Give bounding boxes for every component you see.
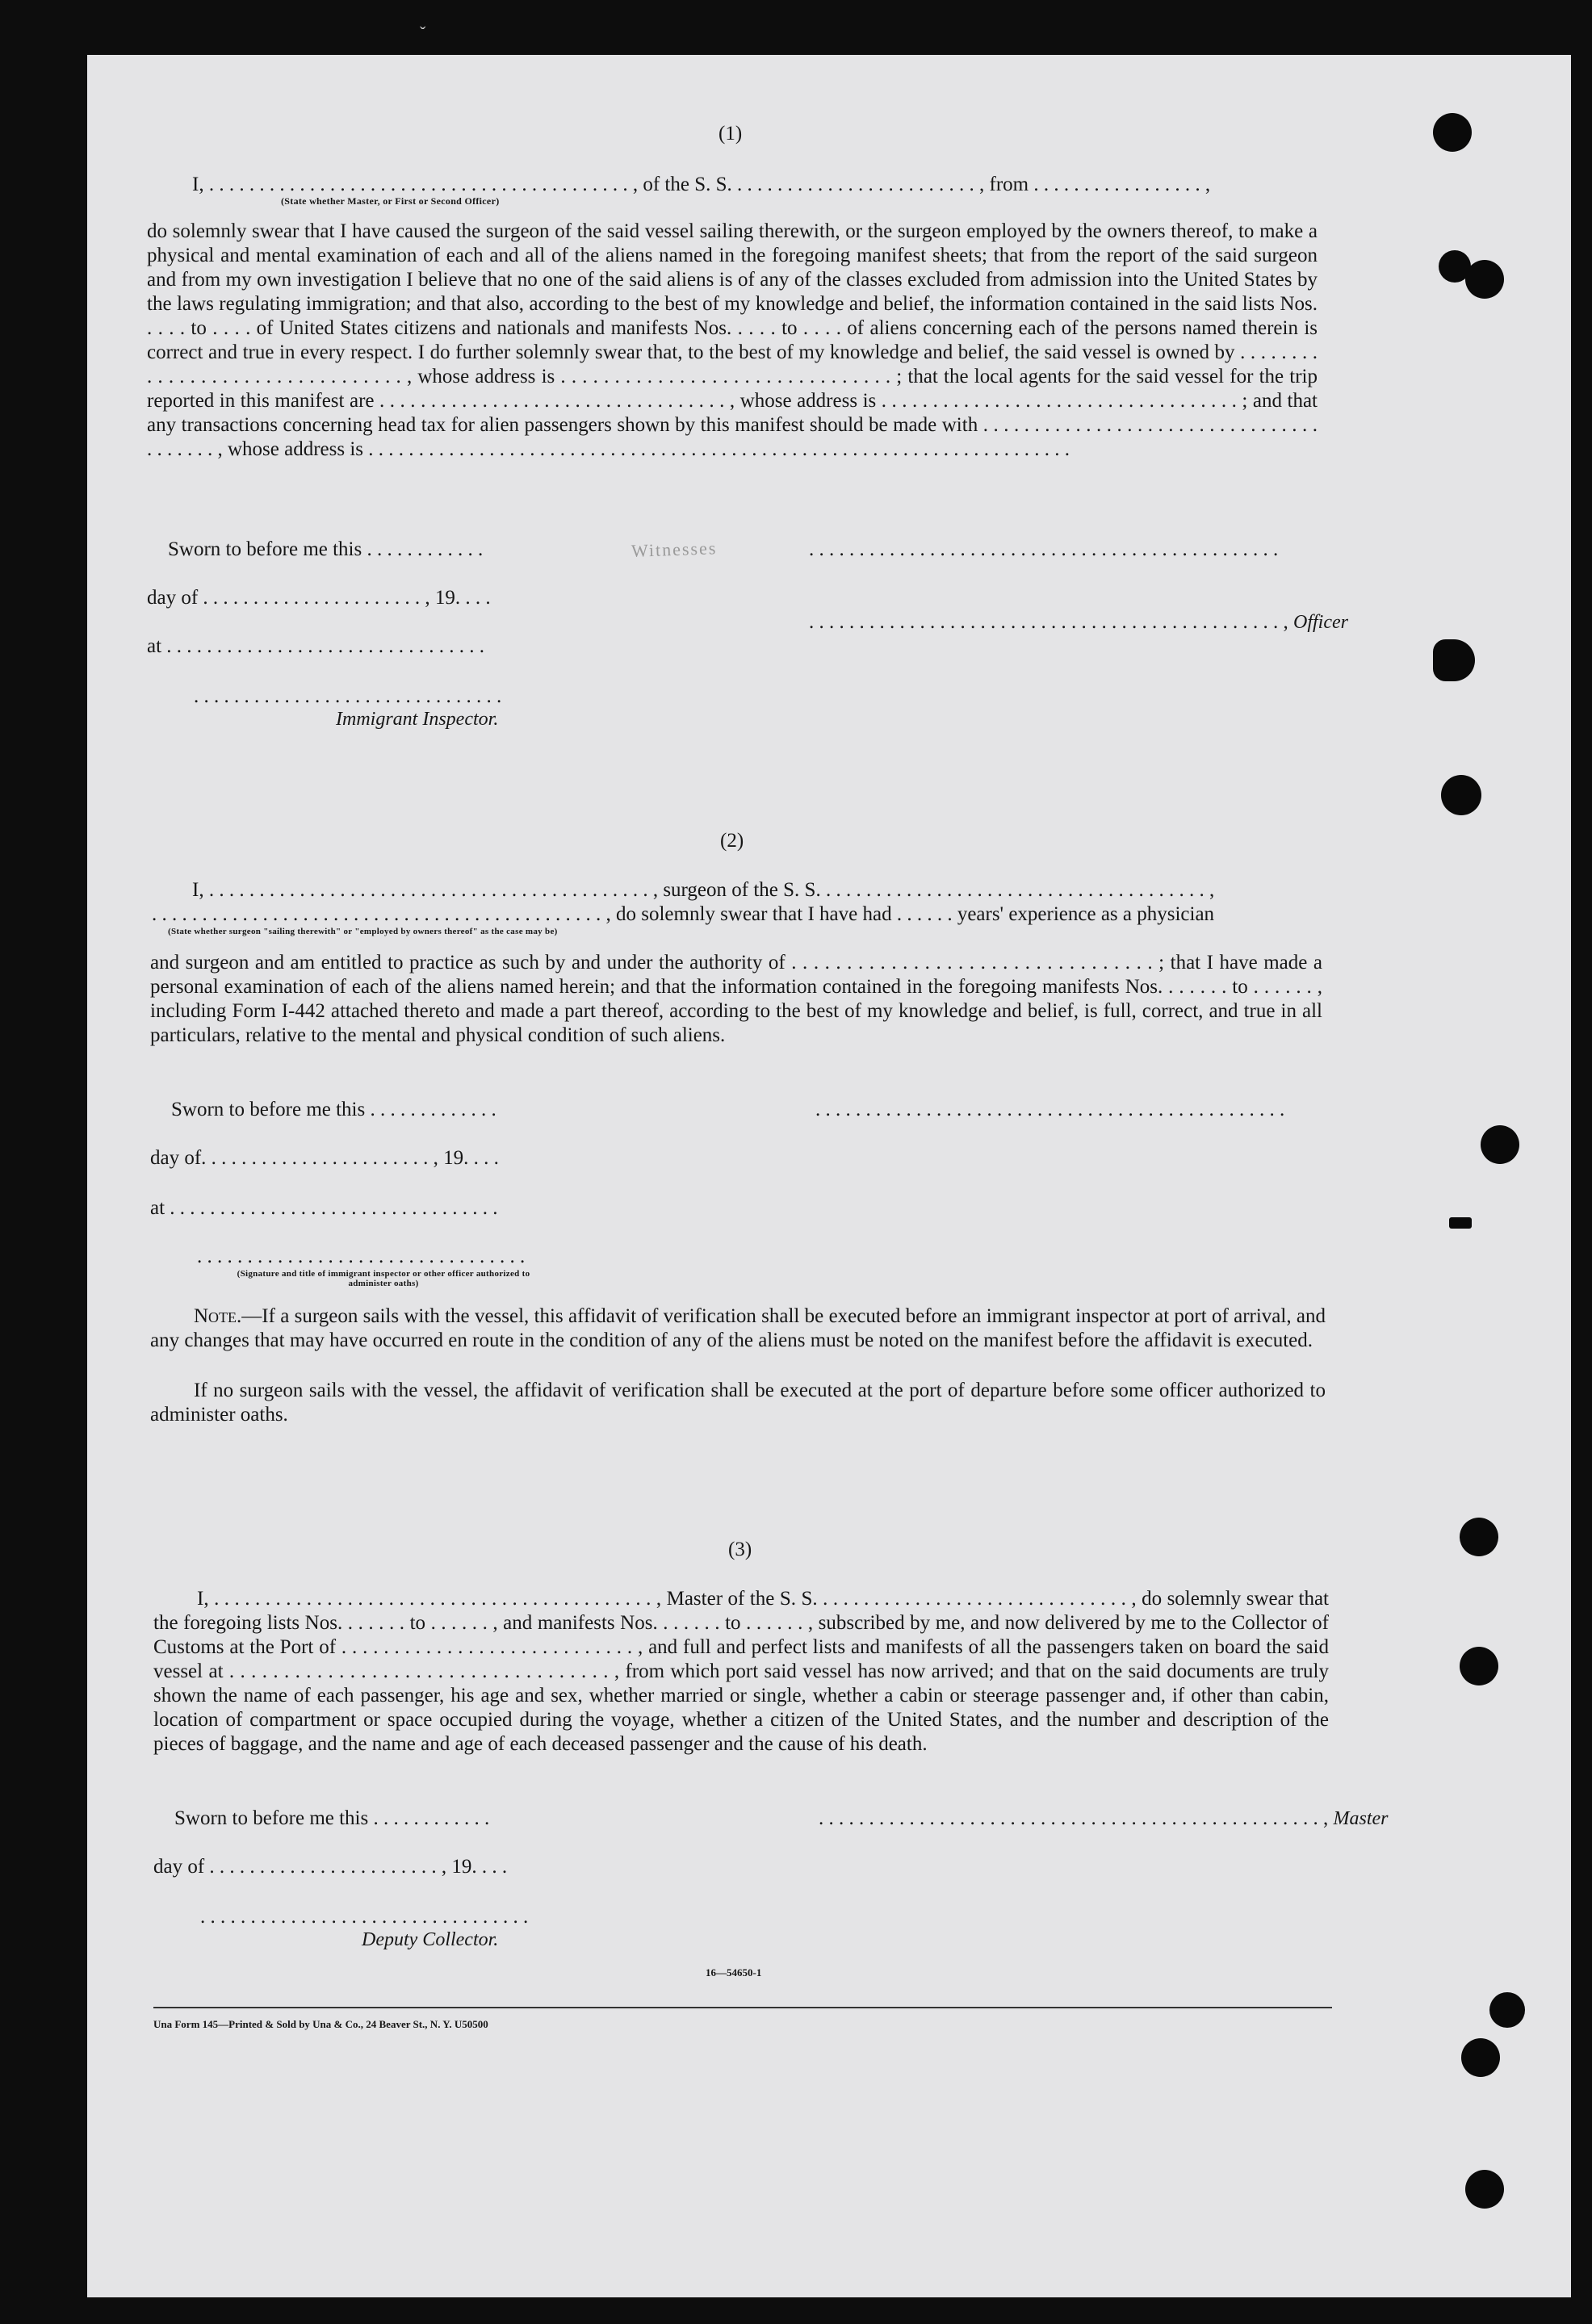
section-2-paragraph: and surgeon and am entitled to practice as such by and under the authority of . . . . . . . . . . . . . . . . . . . . . . . . . . . . . . . . . ; that I have made a personal examination of each of the aliens named herein; and that the information contained in the foregoing manifests Nos. . . . . . . to . . . . . . , including Form I-442 attached thereto and made a part thereof, according to the best of my knowledge and belief, is full, correct, and true in all particulars, relative to the mental and physical condition of such aliens. [150, 952, 1322, 1046]
section-2-at: at . . . . . . . . . . . . . . . . . . . . . . . . . . . . . . . . . [150, 1197, 498, 1219]
section-2-day: day of. . . . . . . . . . . . . . . . . . . . . . . , 19. . . . [150, 1147, 499, 1169]
section-2-sworn: Sworn to before me this . . . . . . . . . . . . . [171, 1099, 496, 1120]
section-1-sworn: Sworn to before me this . . . . . . . . . . . . [168, 538, 484, 560]
note-heading: Note. [194, 1305, 242, 1327]
section-3-paragraph [153, 1587, 1329, 1757]
section-1-officer-line [809, 610, 1348, 634]
stamp-text: Witnesses [631, 538, 718, 561]
binder-mark [1449, 1217, 1472, 1229]
section-2-line2: . . . . . . . . . . . . . . . . . . . . . . . . . . . . . . . . . . . . . . . . . . . . . , do solemnly swear that I have had . . . . . . years' experience as a physician [152, 903, 1215, 925]
section-3-master-line [819, 1807, 1389, 1831]
section-2-note: (State whether surgeon "sailing therewith" or "employed by owners thereof" as the case may be) [168, 927, 558, 936]
scan-artifact: ˇ [420, 23, 426, 43]
form-code: 16—54650-1 [706, 1966, 762, 1979]
section-2-right-sig-line: . . . . . . . . . . . . . . . . . . . . . . . . . . . . . . . . . . . . . . . . . . . . . . . [815, 1099, 1285, 1120]
punch-hole [1461, 2038, 1500, 2077]
section-1-at: at . . . . . . . . . . . . . . . . . . . . . . . . . . . . . . . . [147, 635, 485, 657]
section-1-oath-line: I, . . . . . . . . . . . . . . . . . . . . . . . . . . . . . . . . . . . . . . . . . . , of the S. S. . . . . . . . . . . . . . . . . . . . . . . . . , from . . . . . . . . . . . . . . . . . , [192, 174, 1211, 195]
printer-line: Una Form 145—Printed & Sold by Una & Co., 24 Beaver St., N. Y. U50500 [153, 2018, 488, 2030]
section-1-paragraph: do solemnly swear that I have caused the surgeon of the said vessel sailing therewith, or the surgeon employed by the owners thereof, to make a physical and mental examination of each and all of the aliens named in the foregoing manifest sheets; that from the report of the said surgeon and from my own investigation I believe that no one of the said aliens is of any of the classes excluded from admission into the United States by the laws regulating immigration; and that also, according to the best of my knowledge and belief, the information contained in the said lists Nos. . . . . to . . . . of United States citizens and nationals and manifests Nos. . . . . to . . . . of aliens concerning each of the persons named therein is correct and true in every respect. I do further solemnly swear that, to the best of my knowledge and belief, the said vessel is owned by . . . . . . . . . . . . . . . . . . . . . . . . . . . . . . . . , whose address is . . . . . . . . . . . . . . . . . . . . . . . . . . . . . . . ; that the local agents for the said vessel for the trip reported in this manifest are . . . . . . . . . . . . . . . . . . . . . . . . . . . . . . . . . . , whose address is . . . . . . . . . . . . . . . . . . . . . . . . . . . . . . . . . . . ; and that any transactions concerning head tax for alien passengers shown by this manifest should be made with . . . . . . . . . . . . . . . . . . . . . . . . . . . . . . . . . . . . . . . . , whose address is . . . . . . . . . . . . . . . . . . . . . . . . . . . . . . . . . . . . . . . . . . . . . . . . . . . . . . . . . . . . . . . . . . . . . . [147, 220, 1318, 460]
section-2-sig-line: . . . . . . . . . . . . . . . . . . . . . . . . . . . . . . . . . [197, 1246, 526, 1267]
sig-note-text: (Signature and title of immigrant inspector or other officer authorized to administer oaths) [237, 1269, 530, 1288]
section-3-number: (3) [728, 1539, 752, 1560]
section-1-right-sig-line: . . . . . . . . . . . . . . . . . . . . . . . . . . . . . . . . . . . . . . . . . . . . . . . [809, 538, 1279, 560]
section-3-deputy-label: Deputy Collector. [362, 1929, 499, 1950]
section-2-number: (2) [720, 830, 744, 852]
punch-hole [1481, 1125, 1519, 1164]
section-1-inspector-label: Immigrant Inspector. [336, 709, 499, 730]
master-label: Master [1333, 1808, 1389, 1829]
master-dots: . . . . . . . . . . . . . . . . . . . . . . . . . . . . . . . . . . . . . . . . . . . . . . . . . . , [819, 1807, 1329, 1829]
section-2-note-paragraph [150, 1304, 1326, 1353]
punch-hole [1460, 1647, 1498, 1685]
section-2-note-paragraph-2 [150, 1379, 1326, 1427]
section-1-oath-note: (State whether Master, or First or Second Officer) [281, 195, 500, 207]
punch-hole [1433, 639, 1475, 681]
section-2-line1: I, . . . . . . . . . . . . . . . . . . . . . . . . . . . . . . . . . . . . . . . . . . . . , surgeon of the S. S. . . . . . . . . . . . . . . . . . . . . . . . . . . . . . . . . . . . . . . , [192, 879, 1215, 901]
note-text-2: If no surgeon sails with the vessel, the affidavit of verification shall be executed at the port of departure before some officer authorized to administer oaths. [150, 1380, 1326, 1426]
section-1-day: day of . . . . . . . . . . . . . . . . . . . . . . , 19. . . . [147, 587, 491, 609]
section-3-day: day of . . . . . . . . . . . . . . . . . . . . . . . , 19. . . . [153, 1856, 508, 1878]
officer-dots: . . . . . . . . . . . . . . . . . . . . . . . . . . . . . . . . . . . . . . . . . . . . . . . , [809, 611, 1288, 633]
footer-rule [153, 2007, 1332, 2008]
section-3-sworn: Sworn to before me this . . . . . . . . . . . . [174, 1807, 490, 1829]
punch-hole [1441, 775, 1481, 815]
section-3-sig-line: . . . . . . . . . . . . . . . . . . . . . . . . . . . . . . . . . [200, 1906, 529, 1928]
punch-hole [1465, 2170, 1504, 2209]
note-text: —If a surgeon sails with the vessel, this affidavit of verification shall be executed before an immigrant inspector at port of arrival, and any changes that may have occurred en route in the condition of any of the aliens must be noted on the manifest before the affidavit is executed. [150, 1305, 1326, 1351]
punch-hole [1465, 260, 1504, 299]
section-3-text: I, . . . . . . . . . . . . . . . . . . . . . . . . . . . . . . . . . . . . . . . . . . . , Master of the S. S. . . . . . . . . . . . . . . . . . . . . . . . . . . . . . . , do solemnly swear that the foregoing lists Nos. . . . . . . to . . . . . . , and manifests Nos. . . . . . . to . . . . . . , subscribed by me, and now delivered by me to the Collector of Customs at the Port of . . . . . . . . . . . . . . . . . . . . . . . . . . . . , and full and perfect lists and manifests of all the passengers taken on board the said vessel at . . . . . . . . . . . . . . . . . . . . . . . . . . . . . . . . . . . , from which port said vessel has now arrived; and that on the said documents are truly shown the name of each passenger, his age and sex, whether married or single, whether a cabin or steerage passenger and, if other than cabin, location of compartment or space occupied during the voyage, whether a citizen of the United States, and the number and description of the pieces of baggage, and the name and age of each deceased passenger and the cause of his death. [153, 1588, 1329, 1755]
section-1-sig-line: . . . . . . . . . . . . . . . . . . . . . . . . . . . . . . . [194, 685, 502, 707]
section-2-sig-note [218, 1269, 549, 1288]
punch-hole [1460, 1518, 1498, 1556]
officer-label: Officer [1293, 612, 1348, 633]
punch-hole [1489, 1992, 1525, 2028]
punch-hole [1433, 113, 1472, 152]
section-1-number: (1) [718, 123, 743, 144]
